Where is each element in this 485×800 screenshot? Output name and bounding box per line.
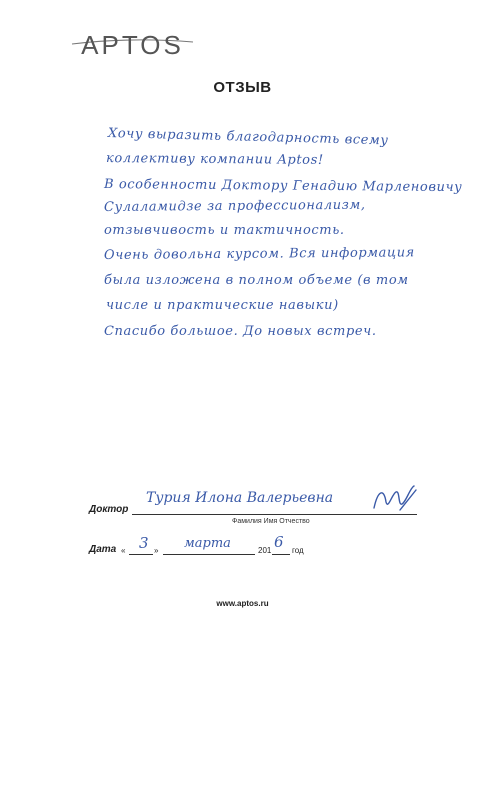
handwritten-line: Сулаламидзе за профессионализм,: [103, 197, 366, 215]
handwritten-line: В особенности Доктору Генадию Марленовичу: [103, 177, 463, 196]
handwritten-line: числе и практические навыки): [106, 298, 339, 313]
handwritten-line: коллективу компании Aptos!: [105, 151, 324, 168]
aptos-logo: [70, 28, 195, 58]
doctor-name: Турия Илона Валерьевна: [146, 490, 334, 506]
logo-text: APTOS: [81, 30, 184, 60]
date-year-prefix: 201: [258, 546, 272, 555]
handwritten-line: была изложена в полном объеме (в том: [104, 273, 409, 288]
date-year-suffix: 6: [274, 533, 284, 551]
date-open-quote: «: [121, 546, 126, 555]
date-year-word: год: [292, 546, 304, 555]
doctor-label: Доктор: [89, 504, 129, 515]
date-month-underline: [163, 554, 255, 555]
handwritten-line: Очень довольна курсом. Вся информация: [103, 245, 415, 263]
doctor-caption: Фамилия Имя Отчество: [232, 518, 310, 525]
document-title: ОТЗЫВ: [213, 79, 272, 96]
date-day-underline: [129, 554, 153, 555]
handwritten-line: Спасибо большое. До новых встреч.: [104, 324, 377, 339]
handwritten-line: Хочу выразить благодарность всему: [107, 126, 389, 149]
date-label: Дата: [89, 544, 117, 555]
footer-url: www.aptos.ru: [216, 599, 269, 608]
date-close-quote: »: [154, 546, 159, 555]
date-year-underline: [272, 554, 290, 555]
date-day: 3: [139, 534, 149, 552]
doctor-underline: [132, 514, 417, 515]
signature-icon: [370, 484, 420, 514]
date-month: марта: [184, 536, 231, 551]
handwritten-line: отзывчивость и тактичность.: [104, 223, 345, 238]
